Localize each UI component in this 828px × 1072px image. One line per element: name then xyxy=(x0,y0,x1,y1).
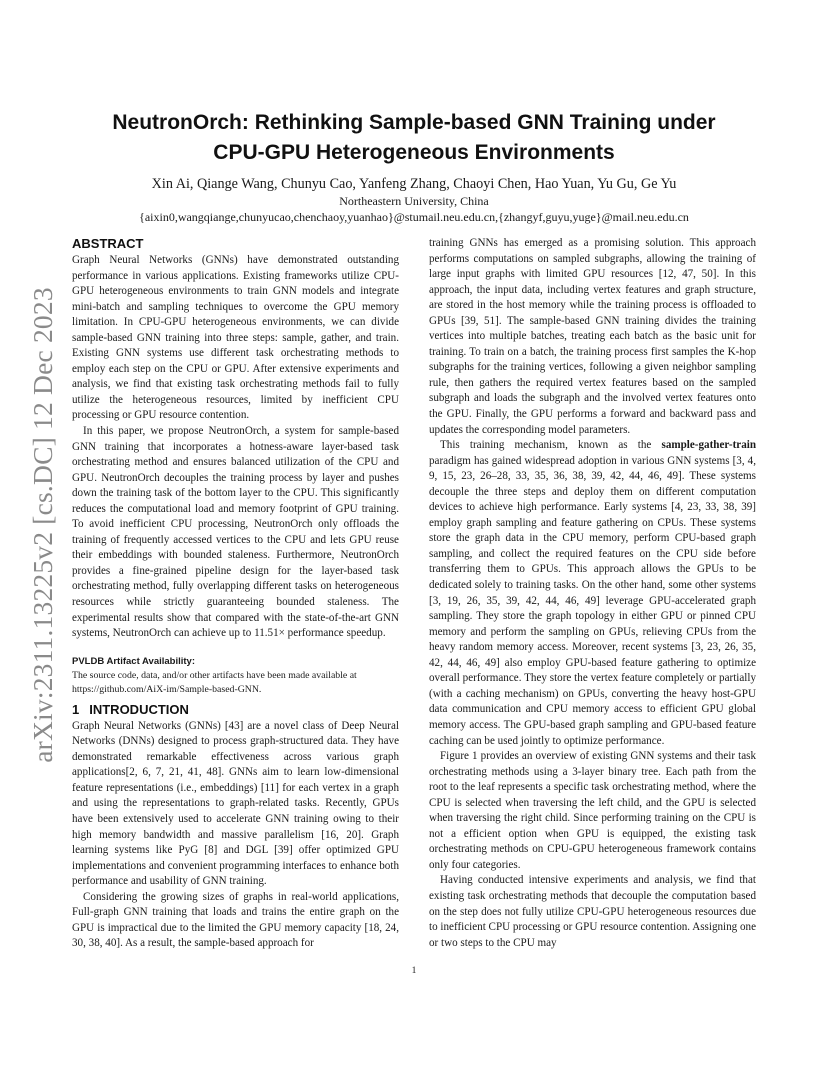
right-paragraph-1: training GNNs has emerged as a promising solution. This approach performs computations on sampled subgraphs, allowing the training of large input graphs with limited GPU resources [12, 47, 50]. In this approach, the input data, including vertex features and graph structure, are stored in the host memory while the training process is offloaded to GPUs [39, 51]. The sample-based GNN training divides the training vertices into multiple batches, treating each batch as the basic unit for training. To train on a batch, the training process first samples the K-hop subgraphs for the training vertices, following a given neighbor sampling rule, then gathers the required vertex features based on the sampled subgraph and loads the subgraph and the involved vertex features onto the GPU. Finally, the GPU performs a forward and backward pass and updates the corresponding model parameters. xyxy=(429,237,756,436)
intro-paragraph-1: Graph Neural Networks (GNNs) [43] are a novel class of Deep Neural Networks (DNNs) designed to process graph-structured data. They have demonstrated remarkable effectiveness across various graph applications[2, 6, 7, 21, 41, 48]. GNNs aim to learn low-dimensional feature representations (i.e., embeddings) [11] for each vertex in a graph and using the representations to graph-related tasks. Recently, GPUs have been extensively used to accelerate GNN training owing to their high memory bandwidth and massive parallelism [16, 20]. Graph learning systems like PyG [8] and DGL [39] offer optimized GPU implementations and convenient programming interfaces to enhance both performance and usability of GNN training. xyxy=(72,719,399,888)
intro-paragraph-2: Considering the growing sizes of graphs in real-world applications, Full-graph GNN training that loads and trains the entire graph on the GPU is impractical due to the limited the GPU memory capacity [18, 24, 30, 38, 40]. As a result, the sample-based approach for xyxy=(72,890,399,950)
left-column xyxy=(72,236,399,952)
paradigm-term: sample-gather-train xyxy=(661,439,756,452)
section-title: INTRODUCTION xyxy=(89,701,189,717)
spacer xyxy=(72,642,399,655)
artifact-availability-title: PVLDB Artifact Availability: xyxy=(72,655,195,667)
arxiv-identifier-text: arXiv:2311.13225v2 [cs.DC] 12 Dec 2023 xyxy=(27,287,58,763)
affiliation: Northeastern University, China xyxy=(339,194,489,208)
title-line-1: NeutronOrch: Rethinking Sample-based GNN Training under xyxy=(112,111,716,134)
artifact-availability-text: The source code, data, and/or other artifacts have been made available at https://github.com/AiX-im/Sample-based-GNN. xyxy=(72,669,357,695)
abstract-heading: ABSTRACT xyxy=(72,236,144,251)
arxiv-identifier xyxy=(28,285,58,765)
abstract-paragraph-1: Graph Neural Networks (GNNs) have demonstrated outstanding performance in various applications. Existing frameworks utilize CPU-GPU heterogeneous environments to train GNN models and integrate mini-batch and sampling techniques to overcome the GPU memory limitation. In CPU-GPU heterogeneous environments, we can divide sample-based GNN training into three steps: sample, gather, and train. Existing GNN systems use different task orchestrating methods to employ each step on the CPU or GPU. After extensive experiments and analysis, we find that existing task orchestrating methods fail to fully utilize the heterogeneous resources, limited by inefficient CPU processing or GPU resource contention. xyxy=(72,254,399,422)
paragraph-text-rest: paradigm has gained widespread adoption in various GNN systems [3, 4, 9, 15, 23, 26–28, 33, 35, 36, 38, 39, 42, 44, 46, 49]. These systems decouple the three steps and deploy them on different computation devices to achieve high performance. Early systems [4, 23, 33, 38, 39] employ graph sampling and feature gathering on CPUs. These systems store the graph data in the CPU memory, perform CPU-based graph sampling, and collect the required features on the CPU side before transferring them to GPUs. This approach allows the GPUs to be dedicated solely to training tasks. On the other hand, some other systems [3, 19, 26, 35, 39, 42, 44, 46, 49] leverage GPU-accelerated graph sampling. They store the graph topology in either GPU or pinned CPU memory and perform the sampling on GPUs, relieving CPUs from the heavy random memory access. Moreover, recent systems [3, 23, 26, 35, 42, 44, 46, 49] also employ GPU-based feature gathering to optimize overall performance. They store the vertex feature completely or partially (with a caching mechanism) on GPUs, converting the heavy host-GPU data communication and CPU memory access to efficient GPU global memory access. The GPU-based graph sampling and GPU-based feature caching can be used jointly to optimize performance. xyxy=(429,454,756,747)
title-line-2: CPU-GPU Heterogeneous Environments xyxy=(213,141,615,164)
paper-title xyxy=(72,108,756,168)
section-number: 1 xyxy=(72,701,80,717)
right-paragraph-3: Figure 1 provides an overview of existing GNN systems and their task orchestrating methods using a 3-layer binary tree. Each path from the root to the leaf represents a specific task orchestrating method, where the CPU is selected when traversing the left child, and the GPU is selected when traversing the right child. Since performing training on the CPU is not a efficient option when GPU is equipped, the existing task orchestrating methods on CPU-GPU heterogeneous framework contains only four categories. xyxy=(429,750,756,871)
right-paragraph-4: Having conducted intensive experiments and analysis, we find that existing task orchestrating methods that decouple the computation based on the step does not fully utilize CPU-GPU heterogeneous resources due to inefficient CPU processing or GPU resource contention. Assigning one or two steps to the CPU may xyxy=(429,874,757,949)
right-paragraph-2 xyxy=(429,438,756,749)
abstract-paragraph-2: In this paper, we propose NeutronOrch, a system for sample-based GNN training that incorporates a hotness-aware layer-based task orchestrating method and ensures balanced utilization of the CPU and GPU. NeutronOrch decouples the training process by layer and pushes down the training task of the bottom layer to the CPU. This significantly reduces the computational load and memory footprint of GPU training. To avoid inefficient CPU processing, NeutronOrch only offloads the training of frequently accessed vertices to the CPU and lets GPU reuse their embeddings with bounded staleness. Furthermore, NeutronOrch provides a fine-grained pipeline design for the layer-based task orchestrating method, fully overlapping different tasks on heterogeneous resources while strictly guaranteeing bounded staleness. The experimental results show that compared with the state-of-the-art GNN systems, NeutronOrch can achieve up to 11.51× performance speedup. xyxy=(72,425,399,640)
paragraph-text-start: This training mechanism, known as the xyxy=(440,439,662,452)
right-column xyxy=(429,236,756,951)
author-list: Xin Ai, Qiange Wang, Chunyu Cao, Yanfeng Zhang, Chaoyi Chen, Hao Yuan, Yu Gu, Ge Yu xyxy=(151,176,677,192)
introduction-heading xyxy=(72,702,399,718)
page-number: 1 xyxy=(411,966,417,976)
author-emails: {aixin0,wangqiange,chunyucao,chenchaoy,yuanhao}@stumail.neu.edu.cn,{zhangyf,guyu,yuge}@mail.neu.edu.cn xyxy=(139,210,689,224)
